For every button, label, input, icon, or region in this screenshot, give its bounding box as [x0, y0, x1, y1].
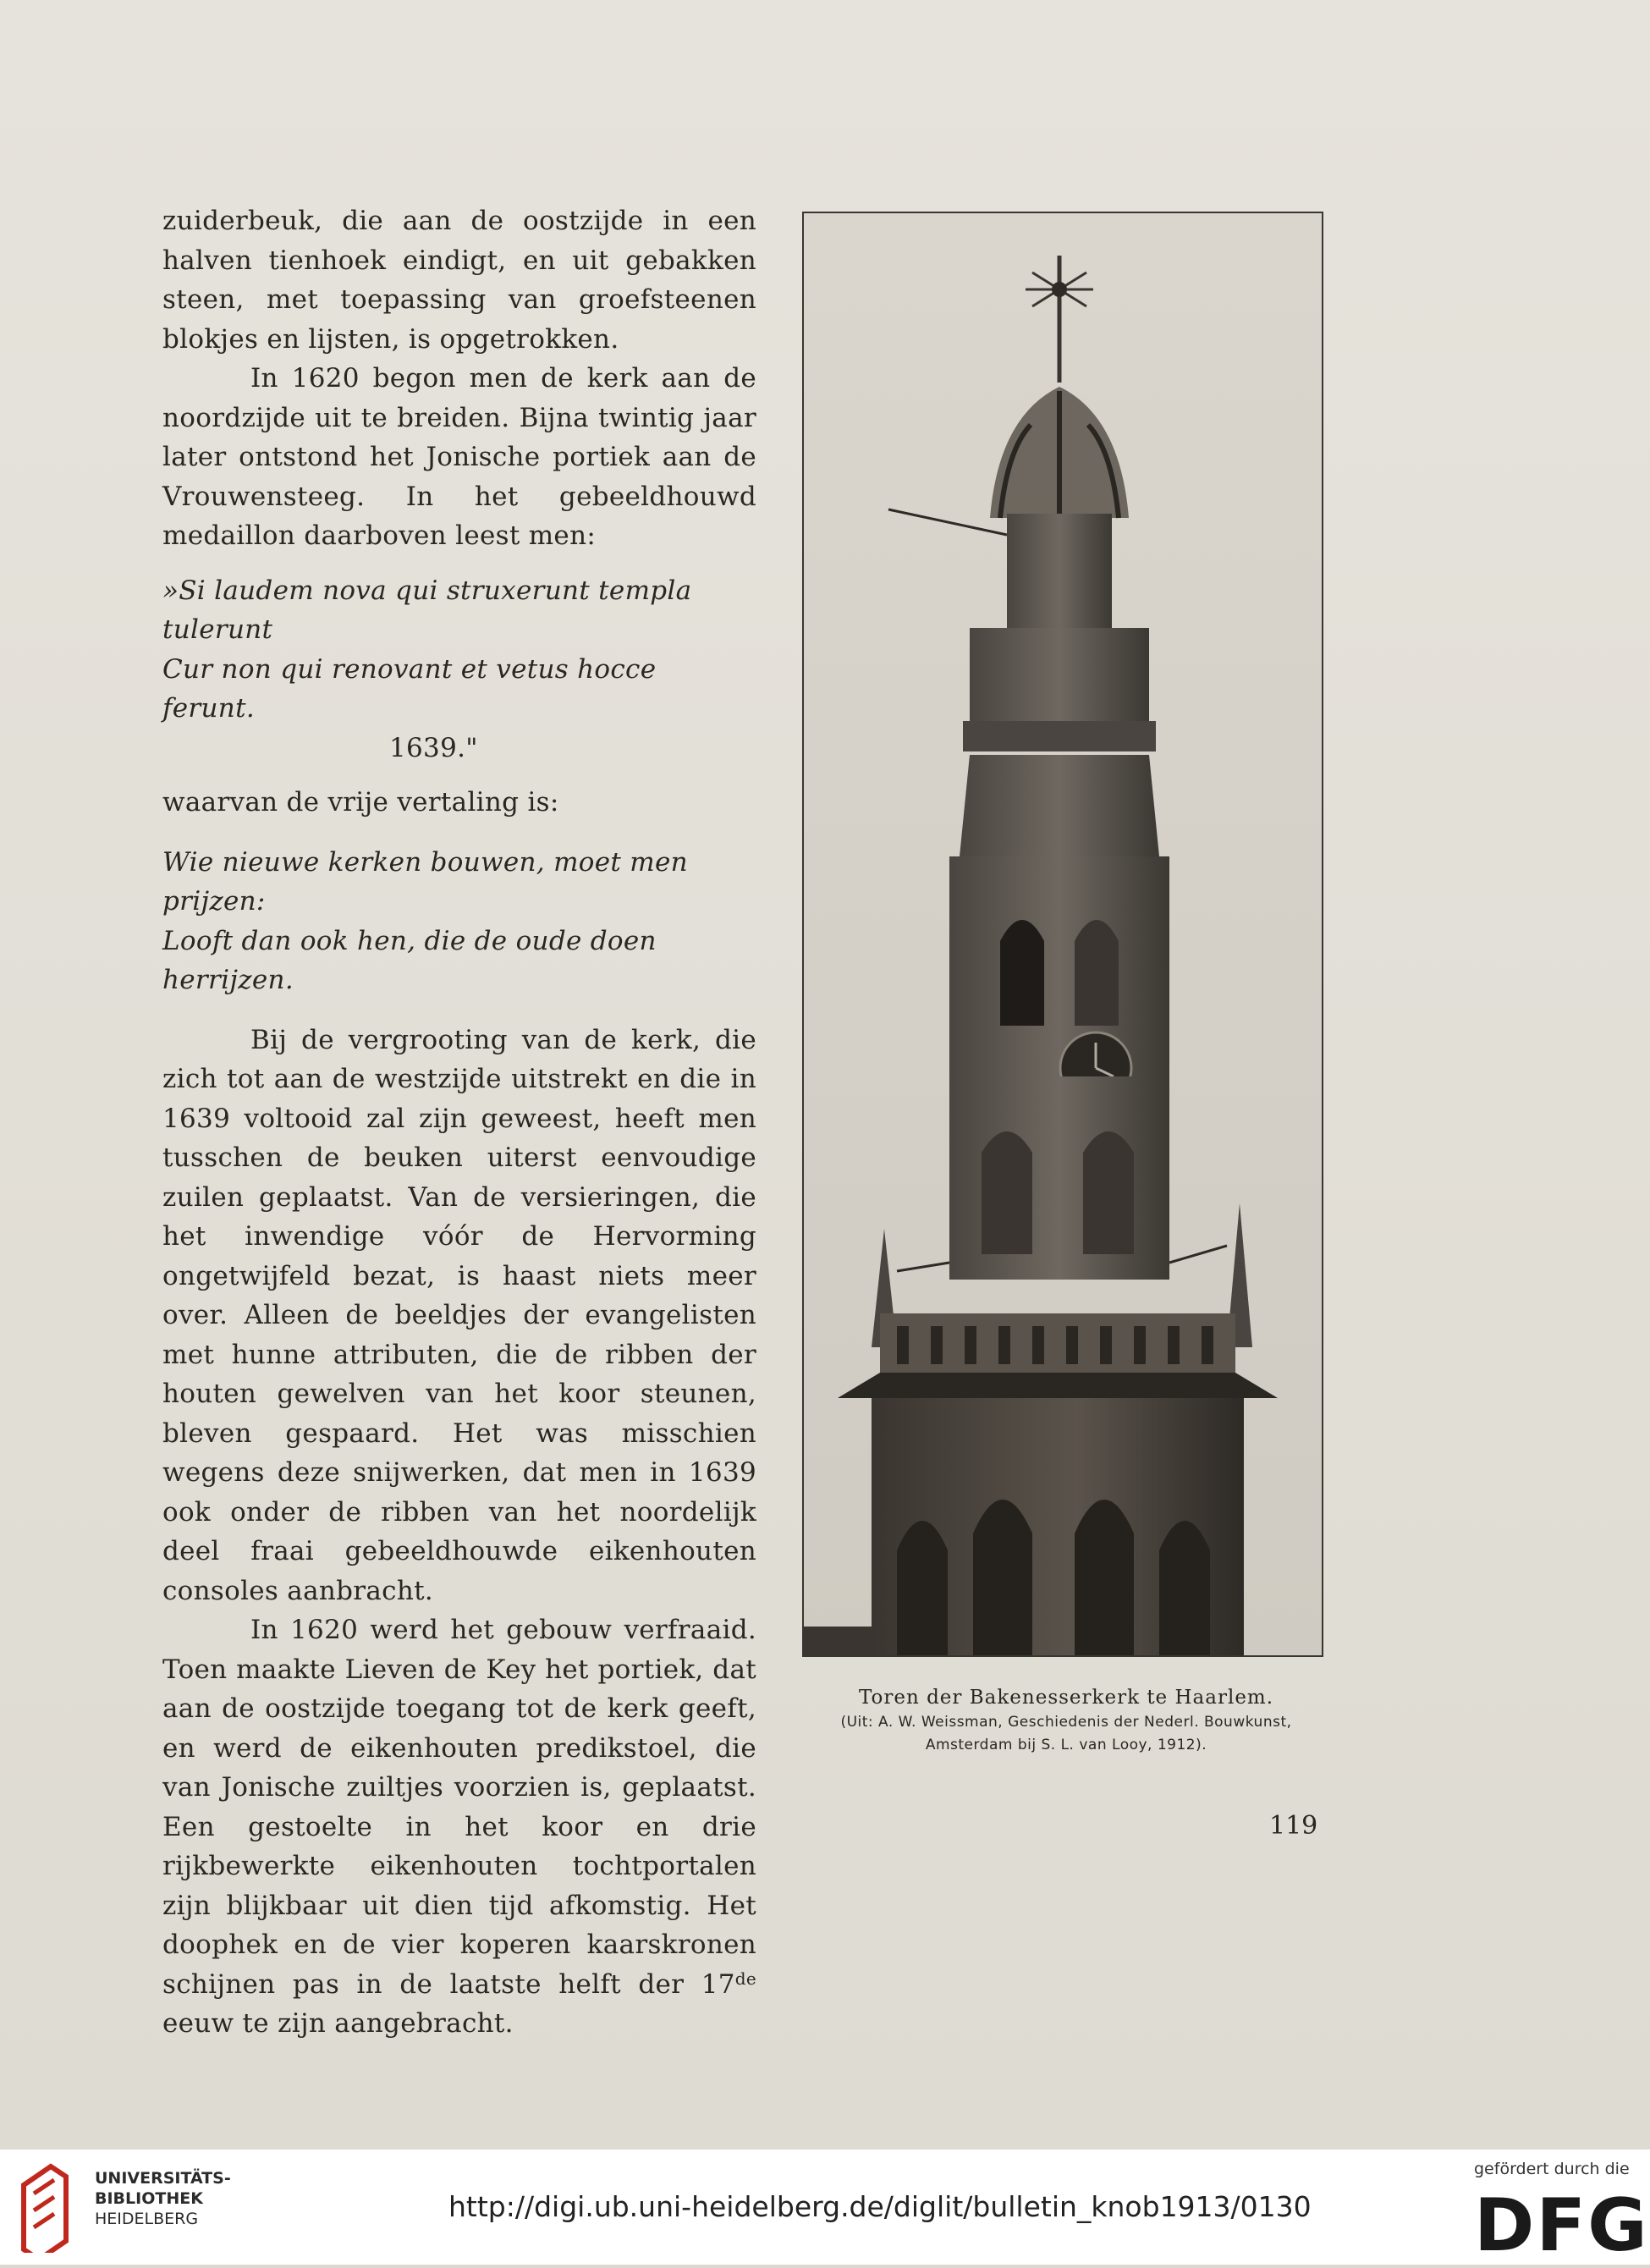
funder-label: gefördert durch die	[1474, 2160, 1630, 2178]
dutch-line-1: Wie nieuwe kerken bouwen, moet men prijzen:	[162, 846, 688, 917]
university-library-name	[95, 2168, 231, 2229]
figure-caption	[770, 1684, 1362, 1757]
caption-title: Toren der Bakenesserkerk te Haarlem.	[858, 1687, 1274, 1709]
tower-photograph	[802, 212, 1323, 1657]
tower-illustration	[804, 213, 1322, 1655]
paragraph-1: zuiderbeuk, die aan de oostzijde in een halven tienhoek eindigt, en uit gebakken steen, met toepassing van groefsteenen blokjes en lijsten, is opgetrokken.	[162, 206, 756, 355]
latin-line-2: Cur non qui renovant et vetus hocce ferunt.	[162, 653, 657, 724]
library-name-line-1: UNIVERSITÄTS-	[95, 2169, 231, 2188]
paragraph-5-end: eeuw te zijn aangebracht.	[162, 2008, 514, 2039]
paragraph-5-text: In 1620 werd het gebouw verfraaid. Toen maakte Lieven de Key het portiek, dat aan de oostzijde toegang tot de kerk geeft, en werd de eikenhouten predikstoel, die van Jonische zuiltjes voorzien is, geplaatst. Een gestoelte in het koor en drie rijkbewerkte eikenhouten tochtportalen zijn blijkbaar uit dien tijd afkomstig. Het doophek en de vier koperen kaarskronen schijnen pas in de laatste helft der 17	[162, 1615, 756, 2000]
caption-source-line-2: Amsterdam bij S. L. van Looy, 1912).	[925, 1737, 1207, 1753]
library-name-line-2: BIBLIOTHEK	[95, 2189, 203, 2208]
dutch-translation	[162, 843, 756, 1000]
dutch-line-2: Looft dan ook hen, die de oude doen herrijzen.	[162, 925, 657, 995]
latin-line-1: »Si laudem nova qui struxerunt templa tulerunt	[162, 575, 692, 645]
paragraph-5	[162, 1610, 756, 2044]
latin-year: 1639."	[389, 732, 478, 763]
viewer-footer	[0, 2150, 1650, 2268]
page-number: 119	[1269, 1811, 1318, 1841]
paragraph-4: Bij de vergrooting van de kerk, die zich tot aan de westzijde uitstrekt en die in 1639 voltooid zal zijn geweest, heeft men tusschen de beuken uiterst eenvoudige zuilen geplaatst. Van de versieringen, die het inwendige vóór de Hervorming ongetwijfeld bezat, is haast niets meer over. Alleen de beeldjes der evangelisten met hunne attributen, die de ribben der houten gewelven van het koor steunen, bleven gespaard. Het was misschien wegens deze snijwerken, dat men in 1639 ook onder de ribben van het noordelijk deel fraai gebeeldhouwde eikenhouten consoles aanbracht.	[162, 1024, 756, 1606]
caption-source-line-1: (Uit: A. W. Weissman, Geschiedenis der Nederl. Bouwkunst,	[840, 1714, 1292, 1731]
permalink-url[interactable]: http://digi.ub.uni-heidelberg.de/diglit/bulletin_knob1913/0130	[448, 2190, 1312, 2223]
university-library-logo-icon	[17, 2160, 73, 2253]
text-column	[162, 201, 756, 2044]
dfg-logo: DFG	[1474, 2183, 1649, 2268]
latin-inscription	[162, 571, 756, 768]
paragraph-3: waarvan de vrije vertaling is:	[162, 787, 559, 817]
paragraph-2: In 1620 begon men de kerk aan de noordzijde uit te breiden. Bijna twintig jaar later ontstond het Jonische portiek aan de Vrouwensteeg. In het gebeeldhouwd medaillon daarboven leest men:	[162, 363, 756, 551]
library-name-line-3: HEIDELBERG	[95, 2210, 199, 2228]
superscript-de: de	[734, 1968, 756, 1989]
